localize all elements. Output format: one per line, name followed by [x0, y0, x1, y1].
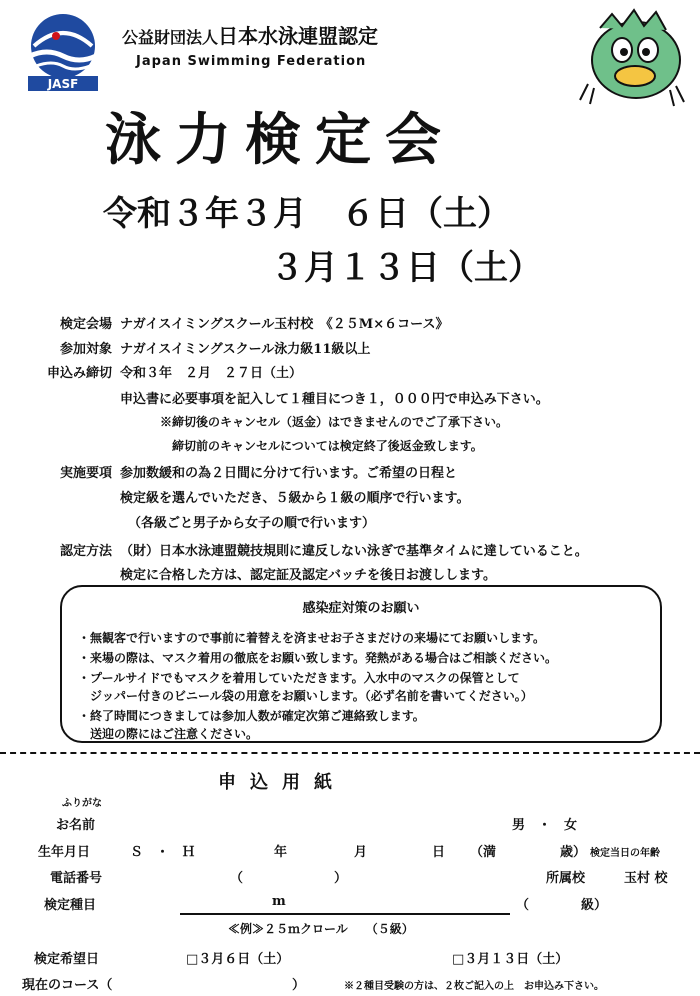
era-select[interactable]: Ｓ ・ Ｈ — [130, 845, 196, 860]
impl-line-1: 参加数緩和の為２日間に分けて行います。ご希望の日程と — [120, 466, 457, 481]
impl-line-3: （各級ごと男子から女子の順で行います） — [128, 516, 376, 531]
birth-year-unit: 年 — [274, 845, 288, 860]
gender-select[interactable]: 男 ・ 女 — [512, 818, 578, 833]
age-close: 歳） — [560, 845, 587, 860]
impl-line-2: 検定級を選んでいただき、５級から１級の順序で行います。 — [120, 491, 470, 506]
age-open: （満 — [470, 845, 497, 860]
impl-label: 実施要項 — [59, 466, 112, 481]
footer-note: ※２種目受験の方は、２枚ご記入の上 お申込み下さい。 — [344, 981, 604, 992]
notice-item: ・来場の際は、マスク着用の徹底をお願い致します。発熱がある場合はご相談ください。 — [78, 651, 558, 665]
mascot-image — [578, 4, 688, 108]
venue-value: ナガイスイミングスクール玉村校 《２５M×６コース》 — [120, 317, 449, 332]
phone-field[interactable]: （ ） — [230, 871, 348, 886]
org-main: 日本水泳連盟認定 — [218, 24, 379, 48]
phone-label: 電話番号 — [50, 871, 103, 886]
school-label: 所属校 — [546, 871, 586, 886]
age-note: 検定当日の年齢 — [590, 848, 660, 859]
birth-label: 生年月日 — [38, 845, 91, 860]
event-date-1: 令和３年３月 ６日（土） — [103, 194, 511, 234]
fee-text: 申込書に必要事項を記入して１種目につき１，０００円で申込み下さい。 — [120, 392, 549, 407]
deadline-label: 申込み締切 — [46, 366, 112, 381]
birth-day-unit: 日 — [432, 845, 446, 860]
cancel-note-2: 締切前のキャンセルについては検定終了後返金致します。 — [172, 439, 483, 453]
target-label: 参加対象 — [59, 342, 112, 357]
cert-line-1: （財）日本水泳連盟競技規則に違反しない泳ぎで基準タイムに達していること。 — [120, 544, 588, 559]
notice-item: ・プールサイドでもマスクを着用していただきます。入水中のマスクの保管として — [78, 671, 520, 685]
form-title: 申込用紙 — [218, 772, 346, 793]
event-label: 検定種目 — [44, 898, 97, 913]
notice-item: ・終了時間につきましては参加人数が確定次第ご連絡致します。 — [78, 709, 425, 723]
event-date-2: ３月１３日（土） — [270, 248, 542, 288]
event-field-underline[interactable] — [180, 913, 510, 915]
kappa-mascot-icon — [578, 4, 688, 108]
event-example: ≪例≫２５ｍクロール （５級） — [228, 922, 414, 936]
birth-month-unit: 月 — [354, 845, 368, 860]
cert-label: 認定方法 — [59, 544, 112, 559]
logo-text: JASF — [47, 77, 79, 91]
cancel-note-1: ※締切後のキャンセル（返金）はできませんのでご了承下さい。 — [160, 415, 509, 429]
jasf-emblem-icon — [22, 12, 104, 92]
venue-label: 検定会場 — [59, 317, 112, 332]
cut-line — [0, 752, 700, 754]
pref-date-1-checkbox[interactable]: □３月６日（土） — [186, 952, 290, 967]
school-value: 玉村 校 — [624, 871, 668, 886]
grade-field[interactable]: （ 級） — [516, 898, 608, 913]
infection-notice-box — [60, 585, 662, 743]
notice-item: 送迎の際にはご注意ください。 — [78, 727, 259, 741]
org-name — [122, 20, 378, 49]
pref-date-2-checkbox[interactable]: □３月１３日（土） — [452, 952, 569, 967]
cert-line-2: 検定に合格した方は、認定証及認定バッチを後日お渡しします。 — [120, 568, 496, 583]
course-label: 現在のコース（ — [22, 978, 113, 993]
org-prefix: 公益財団法人 — [122, 28, 219, 47]
target-value: ナガイスイミングスクール泳力級11級以上 — [120, 342, 371, 357]
event-unit: m — [272, 894, 286, 909]
deadline-value: 令和３年 ２月 ２７日（土） — [120, 366, 303, 381]
notice-item: ジッパー付きのビニール袋の用意をお願いします。（必ず名前を書いてください。） — [78, 689, 533, 703]
org-name-en: Japan Swimming Federation — [136, 54, 367, 69]
notice-title: 感染症対策のお願い — [302, 601, 420, 616]
notice-item: ・無観客で行いますので事前に着替えを済ませお子さまだけの来場にてお願いします。 — [78, 631, 546, 645]
name-label: お名前 — [56, 818, 96, 833]
pref-date-label: 検定希望日 — [34, 952, 100, 967]
page-title: 泳力検定会 — [105, 107, 455, 173]
course-close[interactable]: ） — [292, 978, 306, 993]
jasf-logo — [22, 12, 104, 92]
furigana-label: ふりがな — [62, 798, 102, 809]
